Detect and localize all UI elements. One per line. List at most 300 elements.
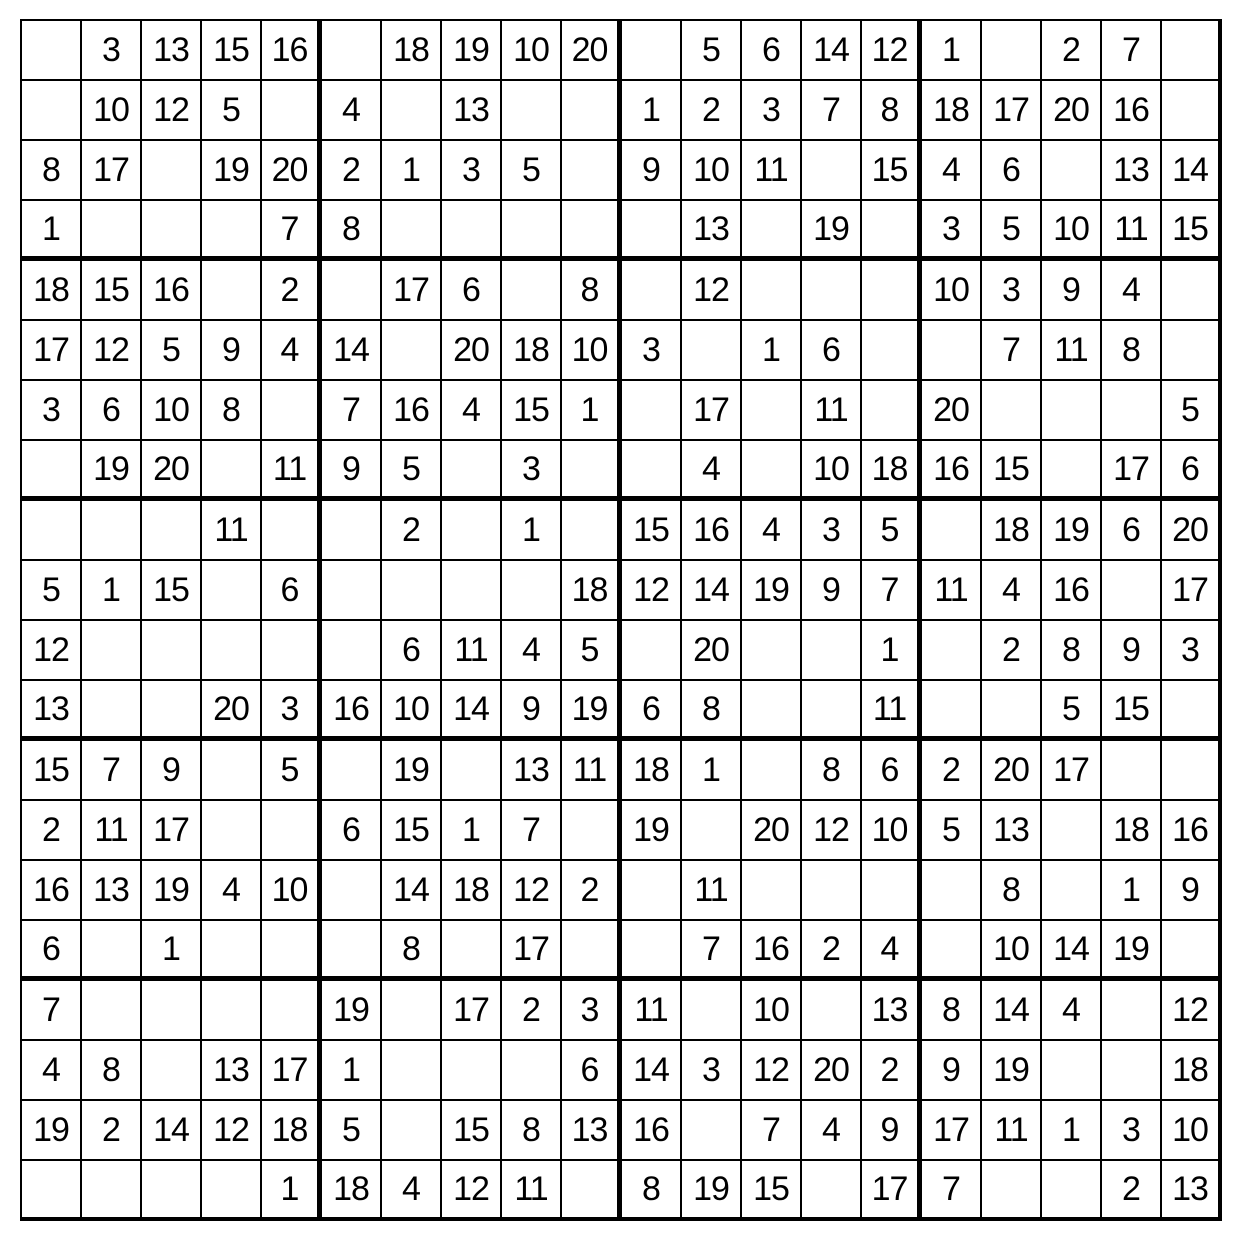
sudoku-cell[interactable] <box>862 861 922 921</box>
sudoku-cell: 3 <box>442 141 502 201</box>
sudoku-cell: 20 <box>142 441 202 501</box>
sudoku-cell: 11 <box>862 681 922 741</box>
sudoku-cell: 16 <box>142 261 202 321</box>
sudoku-cell[interactable] <box>802 1161 862 1221</box>
sudoku-cell[interactable] <box>922 501 982 561</box>
sudoku-cell: 6 <box>862 741 922 801</box>
sudoku-cell[interactable] <box>622 621 682 681</box>
sudoku-cell[interactable] <box>82 201 142 261</box>
sudoku-cell: 17 <box>682 381 742 441</box>
sudoku-cell[interactable] <box>202 261 262 321</box>
sudoku-cell[interactable] <box>22 501 82 561</box>
sudoku-cell[interactable] <box>562 201 622 261</box>
sudoku-cell: 14 <box>142 1101 202 1161</box>
sudoku-cell: 20 <box>202 681 262 741</box>
sudoku-cell: 1 <box>862 621 922 681</box>
sudoku-cell: 19 <box>802 201 862 261</box>
sudoku-cell[interactable] <box>1042 381 1102 441</box>
sudoku-cell: 10 <box>802 441 862 501</box>
sudoku-cell[interactable] <box>562 501 622 561</box>
sudoku-cell[interactable] <box>502 561 562 621</box>
sudoku-cell: 20 <box>922 381 982 441</box>
sudoku-cell: 8 <box>202 381 262 441</box>
sudoku-cell[interactable] <box>322 261 382 321</box>
sudoku-cell[interactable] <box>382 1041 442 1101</box>
sudoku-cell: 7 <box>502 801 562 861</box>
sudoku-cell: 4 <box>202 861 262 921</box>
sudoku-cell: 14 <box>1042 921 1102 981</box>
sudoku-cell[interactable] <box>262 81 322 141</box>
sudoku-cell[interactable] <box>802 621 862 681</box>
sudoku-cell: 4 <box>382 1161 442 1221</box>
sudoku-cell: 19 <box>622 801 682 861</box>
sudoku-cell[interactable] <box>322 861 382 921</box>
sudoku-cell[interactable] <box>982 681 1042 741</box>
sudoku-cell[interactable] <box>262 381 322 441</box>
sudoku-cell: 16 <box>22 861 82 921</box>
sudoku-cell[interactable] <box>202 1161 262 1221</box>
sudoku-cell: 20 <box>1042 81 1102 141</box>
sudoku-cell: 5 <box>682 21 742 81</box>
sudoku-cell: 18 <box>442 861 502 921</box>
sudoku-cell[interactable] <box>802 981 862 1041</box>
sudoku-cell: 2 <box>862 1041 922 1101</box>
sudoku-cell: 1 <box>502 501 562 561</box>
sudoku-cell[interactable] <box>1102 1041 1162 1101</box>
sudoku-cell: 3 <box>802 501 862 561</box>
sudoku-cell: 8 <box>562 261 622 321</box>
sudoku-cell: 4 <box>442 381 502 441</box>
sudoku-cell: 5 <box>922 801 982 861</box>
sudoku-cell: 7 <box>22 981 82 1041</box>
sudoku-cell: 4 <box>22 1041 82 1101</box>
sudoku-cell[interactable] <box>382 981 442 1041</box>
sudoku-cell: 16 <box>1042 561 1102 621</box>
sudoku-cell: 2 <box>82 1101 142 1161</box>
sudoku-cell[interactable] <box>802 261 862 321</box>
sudoku-cell[interactable] <box>802 681 862 741</box>
sudoku-cell: 4 <box>262 321 322 381</box>
sudoku-cell[interactable] <box>742 441 802 501</box>
sudoku-cell: 17 <box>382 261 442 321</box>
sudoku-cell: 5 <box>382 441 442 501</box>
sudoku-cell[interactable] <box>322 921 382 981</box>
sudoku-cell: 8 <box>922 981 982 1041</box>
sudoku-cell[interactable] <box>322 741 382 801</box>
sudoku-cell[interactable] <box>202 981 262 1041</box>
sudoku-cell[interactable] <box>22 81 82 141</box>
sudoku-cell: 14 <box>982 981 1042 1041</box>
sudoku-cell[interactable] <box>502 1041 562 1101</box>
sudoku-cell[interactable] <box>142 981 202 1041</box>
sudoku-cell: 11 <box>502 1161 562 1221</box>
sudoku-cell: 4 <box>862 921 922 981</box>
sudoku-cell: 10 <box>742 981 802 1041</box>
sudoku-cell: 11 <box>82 801 142 861</box>
sudoku-cell[interactable] <box>142 681 202 741</box>
sudoku-cell: 11 <box>622 981 682 1041</box>
sudoku-cell[interactable] <box>382 561 442 621</box>
sudoku-cell[interactable] <box>382 81 442 141</box>
sudoku-cell[interactable] <box>22 441 82 501</box>
sudoku-cell: 13 <box>22 681 82 741</box>
sudoku-cell[interactable] <box>82 921 142 981</box>
sudoku-cell: 8 <box>22 141 82 201</box>
sudoku-cell: 17 <box>1042 741 1102 801</box>
sudoku-cell[interactable] <box>922 321 982 381</box>
sudoku-cell: 14 <box>682 561 742 621</box>
sudoku-cell: 18 <box>922 81 982 141</box>
sudoku-cell: 2 <box>502 981 562 1041</box>
sudoku-cell[interactable] <box>502 201 562 261</box>
sudoku-cell[interactable] <box>622 441 682 501</box>
sudoku-cell[interactable] <box>802 141 862 201</box>
sudoku-cell[interactable] <box>622 921 682 981</box>
sudoku-cell[interactable] <box>1042 801 1102 861</box>
sudoku-cell[interactable] <box>922 861 982 921</box>
sudoku-cell: 16 <box>1102 81 1162 141</box>
sudoku-cell: 17 <box>82 141 142 201</box>
sudoku-cell[interactable] <box>262 921 322 981</box>
sudoku-cell: 18 <box>862 441 922 501</box>
sudoku-cell: 14 <box>442 681 502 741</box>
sudoku-cell[interactable] <box>322 621 382 681</box>
sudoku-cell[interactable] <box>142 201 202 261</box>
sudoku-cell[interactable] <box>1042 861 1102 921</box>
sudoku-cell: 5 <box>262 741 322 801</box>
sudoku-cell: 15 <box>142 561 202 621</box>
sudoku-cell[interactable] <box>982 1161 1042 1221</box>
sudoku-cell: 19 <box>322 981 382 1041</box>
sudoku-cell[interactable] <box>1042 141 1102 201</box>
sudoku-cell: 8 <box>1042 621 1102 681</box>
sudoku-cell[interactable] <box>202 561 262 621</box>
sudoku-cell: 17 <box>442 981 502 1041</box>
sudoku-cell: 15 <box>622 501 682 561</box>
sudoku-cell[interactable] <box>742 381 802 441</box>
sudoku-cell[interactable] <box>862 201 922 261</box>
sudoku-cell[interactable] <box>382 201 442 261</box>
sudoku-cell[interactable] <box>442 921 502 981</box>
sudoku-cell[interactable] <box>862 321 922 381</box>
sudoku-cell[interactable] <box>502 81 562 141</box>
sudoku-cell[interactable] <box>622 381 682 441</box>
sudoku-cell: 17 <box>142 801 202 861</box>
sudoku-cell: 6 <box>22 921 82 981</box>
sudoku-cell: 12 <box>1162 981 1222 1041</box>
sudoku-cell: 18 <box>562 561 622 621</box>
sudoku-cell: 15 <box>982 441 1042 501</box>
sudoku-cell: 13 <box>442 81 502 141</box>
sudoku-cell: 11 <box>442 621 502 681</box>
sudoku-cell[interactable] <box>622 21 682 81</box>
sudoku-cell[interactable] <box>322 561 382 621</box>
sudoku-cell: 9 <box>802 561 862 621</box>
sudoku-cell[interactable] <box>382 1101 442 1161</box>
sudoku-cell: 1 <box>262 1161 322 1221</box>
sudoku-cell: 13 <box>982 801 1042 861</box>
sudoku-cell[interactable] <box>262 801 322 861</box>
sudoku-cell: 9 <box>922 1041 982 1101</box>
sudoku-cell[interactable] <box>1162 261 1222 321</box>
sudoku-cell: 13 <box>862 981 922 1041</box>
sudoku-cell: 3 <box>262 681 322 741</box>
sudoku-cell: 13 <box>562 1101 622 1161</box>
sudoku-cell: 7 <box>322 381 382 441</box>
sudoku-cell[interactable] <box>862 261 922 321</box>
sudoku-cell[interactable] <box>1162 321 1222 381</box>
sudoku-cell: 13 <box>202 1041 262 1101</box>
sudoku-cell: 8 <box>802 741 862 801</box>
sudoku-cell[interactable] <box>142 141 202 201</box>
sudoku-cell: 20 <box>442 321 502 381</box>
sudoku-cell: 12 <box>622 561 682 621</box>
sudoku-cell[interactable] <box>982 21 1042 81</box>
sudoku-cell: 5 <box>562 621 622 681</box>
sudoku-cell: 10 <box>82 81 142 141</box>
sudoku-cell: 6 <box>562 1041 622 1101</box>
sudoku-cell[interactable] <box>562 1161 622 1221</box>
sudoku-cell: 6 <box>262 561 322 621</box>
sudoku-cell[interactable] <box>682 321 742 381</box>
sudoku-cell: 1 <box>562 381 622 441</box>
sudoku-cell: 11 <box>742 141 802 201</box>
sudoku-cell[interactable] <box>502 261 562 321</box>
sudoku-cell[interactable] <box>562 141 622 201</box>
sudoku-cell: 1 <box>142 921 202 981</box>
sudoku-cell: 11 <box>202 501 262 561</box>
sudoku-cell[interactable] <box>1102 741 1162 801</box>
sudoku-cell: 3 <box>22 381 82 441</box>
sudoku-cell: 8 <box>502 1101 562 1161</box>
sudoku-cell: 11 <box>682 861 742 921</box>
sudoku-cell[interactable] <box>202 201 262 261</box>
sudoku-cell: 2 <box>982 621 1042 681</box>
sudoku-cell: 19 <box>22 1101 82 1161</box>
sudoku-cell: 18 <box>322 1161 382 1221</box>
sudoku-cell: 6 <box>322 801 382 861</box>
sudoku-cell[interactable] <box>1162 81 1222 141</box>
sudoku-cell[interactable] <box>1042 1041 1102 1101</box>
sudoku-cell[interactable] <box>682 801 742 861</box>
sudoku-cell: 1 <box>1102 861 1162 921</box>
sudoku-cell: 10 <box>562 321 622 381</box>
sudoku-cell: 19 <box>1042 501 1102 561</box>
sudoku-cell: 20 <box>262 141 322 201</box>
sudoku-cell: 15 <box>22 741 82 801</box>
sudoku-cell: 2 <box>22 801 82 861</box>
sudoku-cell[interactable] <box>322 501 382 561</box>
sudoku-cell[interactable] <box>442 1041 502 1101</box>
sudoku-cell: 1 <box>922 21 982 81</box>
sudoku-cell[interactable] <box>142 1161 202 1221</box>
sudoku-cell: 9 <box>622 141 682 201</box>
sudoku-cell: 8 <box>382 921 442 981</box>
sudoku-cell: 12 <box>502 861 562 921</box>
sudoku-cell[interactable] <box>322 21 382 81</box>
sudoku-cell[interactable] <box>982 381 1042 441</box>
sudoku-cell[interactable] <box>142 501 202 561</box>
sudoku-cell[interactable] <box>682 981 742 1041</box>
sudoku-cell[interactable] <box>1102 381 1162 441</box>
sudoku-cell: 3 <box>82 21 142 81</box>
sudoku-cell: 10 <box>922 261 982 321</box>
sudoku-cell: 11 <box>1042 321 1102 381</box>
sudoku-cell[interactable] <box>442 561 502 621</box>
sudoku-cell: 13 <box>142 21 202 81</box>
sudoku-cell[interactable] <box>442 741 502 801</box>
sudoku-cell[interactable] <box>82 621 142 681</box>
sudoku-cell: 7 <box>802 81 862 141</box>
sudoku-cell: 17 <box>502 921 562 981</box>
sudoku-cell: 18 <box>22 261 82 321</box>
sudoku-cell[interactable] <box>742 261 802 321</box>
sudoku-cell: 12 <box>442 1161 502 1221</box>
sudoku-cell: 8 <box>1102 321 1162 381</box>
sudoku-cell[interactable] <box>442 201 502 261</box>
sudoku-cell: 2 <box>382 501 442 561</box>
sudoku-cell: 8 <box>82 1041 142 1101</box>
sudoku-cell[interactable] <box>1042 1161 1102 1221</box>
sudoku-cell: 18 <box>382 21 442 81</box>
sudoku-cell[interactable] <box>742 681 802 741</box>
sudoku-board <box>20 19 1222 1221</box>
sudoku-cell: 20 <box>562 21 622 81</box>
sudoku-cell: 19 <box>82 441 142 501</box>
sudoku-cell[interactable] <box>82 981 142 1041</box>
sudoku-cell[interactable] <box>202 621 262 681</box>
sudoku-cell: 2 <box>1102 1161 1162 1221</box>
sudoku-cell: 1 <box>322 1041 382 1101</box>
sudoku-cell[interactable] <box>262 621 322 681</box>
sudoku-cell: 3 <box>682 1041 742 1101</box>
sudoku-cell[interactable] <box>1102 561 1162 621</box>
sudoku-cell: 11 <box>982 1101 1042 1161</box>
sudoku-cell[interactable] <box>1162 681 1222 741</box>
sudoku-cell: 14 <box>322 321 382 381</box>
sudoku-cell: 6 <box>382 621 442 681</box>
sudoku-cell: 3 <box>622 321 682 381</box>
sudoku-cell: 12 <box>682 261 742 321</box>
sudoku-cell[interactable] <box>1162 921 1222 981</box>
sudoku-cell[interactable] <box>22 21 82 81</box>
sudoku-cell: 14 <box>622 1041 682 1101</box>
sudoku-cell: 1 <box>82 561 142 621</box>
sudoku-cell[interactable] <box>382 321 442 381</box>
sudoku-cell: 12 <box>22 621 82 681</box>
sudoku-cell: 10 <box>682 141 742 201</box>
sudoku-cell[interactable] <box>622 861 682 921</box>
sudoku-cell: 3 <box>1162 621 1222 681</box>
sudoku-cell: 7 <box>742 1101 802 1161</box>
sudoku-cell[interactable] <box>442 501 502 561</box>
sudoku-cell[interactable] <box>562 441 622 501</box>
sudoku-cell[interactable] <box>262 981 322 1041</box>
sudoku-cell: 10 <box>262 861 322 921</box>
sudoku-cell: 19 <box>202 141 262 201</box>
sudoku-cell: 7 <box>262 201 322 261</box>
sudoku-cell: 11 <box>922 561 982 621</box>
sudoku-cell: 6 <box>442 261 502 321</box>
sudoku-cell[interactable] <box>82 681 142 741</box>
sudoku-cell[interactable] <box>742 741 802 801</box>
sudoku-cell: 4 <box>742 501 802 561</box>
sudoku-cell[interactable] <box>82 1161 142 1221</box>
sudoku-cell: 4 <box>802 1101 862 1161</box>
sudoku-cell: 16 <box>322 681 382 741</box>
sudoku-cell: 17 <box>22 321 82 381</box>
sudoku-cell[interactable] <box>202 741 262 801</box>
sudoku-cell: 7 <box>1102 21 1162 81</box>
sudoku-cell[interactable] <box>142 621 202 681</box>
sudoku-cell: 14 <box>382 861 442 921</box>
sudoku-cell[interactable] <box>862 381 922 441</box>
sudoku-cell[interactable] <box>562 921 622 981</box>
sudoku-cell[interactable] <box>802 861 862 921</box>
sudoku-cell: 8 <box>622 1161 682 1221</box>
sudoku-cell[interactable] <box>142 1041 202 1101</box>
sudoku-cell: 9 <box>322 441 382 501</box>
sudoku-cell: 2 <box>262 261 322 321</box>
sudoku-cell: 18 <box>502 321 562 381</box>
sudoku-cell[interactable] <box>442 441 502 501</box>
sudoku-cell[interactable] <box>922 921 982 981</box>
sudoku-cell[interactable] <box>922 621 982 681</box>
sudoku-cell: 17 <box>862 1161 922 1221</box>
sudoku-cell: 11 <box>802 381 862 441</box>
sudoku-cell[interactable] <box>742 201 802 261</box>
sudoku-cell[interactable] <box>1102 981 1162 1041</box>
sudoku-cell: 10 <box>1042 201 1102 261</box>
sudoku-cell[interactable] <box>202 801 262 861</box>
sudoku-cell[interactable] <box>682 1101 742 1161</box>
sudoku-cell[interactable] <box>1162 21 1222 81</box>
sudoku-cell[interactable] <box>82 501 142 561</box>
sudoku-cell[interactable] <box>562 81 622 141</box>
sudoku-cell: 13 <box>1102 141 1162 201</box>
sudoku-cell: 4 <box>1102 261 1162 321</box>
sudoku-cell: 10 <box>142 381 202 441</box>
sudoku-cell[interactable] <box>622 201 682 261</box>
sudoku-cell: 12 <box>862 21 922 81</box>
sudoku-cell: 9 <box>202 321 262 381</box>
sudoku-cell: 9 <box>142 741 202 801</box>
sudoku-cell[interactable] <box>1042 441 1102 501</box>
sudoku-cell: 5 <box>202 81 262 141</box>
sudoku-cell: 13 <box>682 201 742 261</box>
sudoku-cell[interactable] <box>202 921 262 981</box>
sudoku-cell[interactable] <box>22 1161 82 1221</box>
sudoku-cell: 6 <box>742 21 802 81</box>
sudoku-cell: 9 <box>1102 621 1162 681</box>
sudoku-cell[interactable] <box>262 501 322 561</box>
sudoku-cell: 14 <box>1162 141 1222 201</box>
sudoku-cell[interactable] <box>562 801 622 861</box>
sudoku-cell: 1 <box>682 741 742 801</box>
sudoku-cell: 1 <box>622 81 682 141</box>
sudoku-cell[interactable] <box>622 261 682 321</box>
sudoku-cell[interactable] <box>1162 741 1222 801</box>
sudoku-cell: 10 <box>862 801 922 861</box>
sudoku-cell[interactable] <box>742 861 802 921</box>
sudoku-cell: 3 <box>502 441 562 501</box>
sudoku-cell[interactable] <box>742 621 802 681</box>
sudoku-cell[interactable] <box>202 441 262 501</box>
sudoku-cell: 16 <box>742 921 802 981</box>
sudoku-cell[interactable] <box>922 681 982 741</box>
sudoku-cell: 13 <box>1162 1161 1222 1221</box>
sudoku-cell: 10 <box>1162 1101 1222 1161</box>
